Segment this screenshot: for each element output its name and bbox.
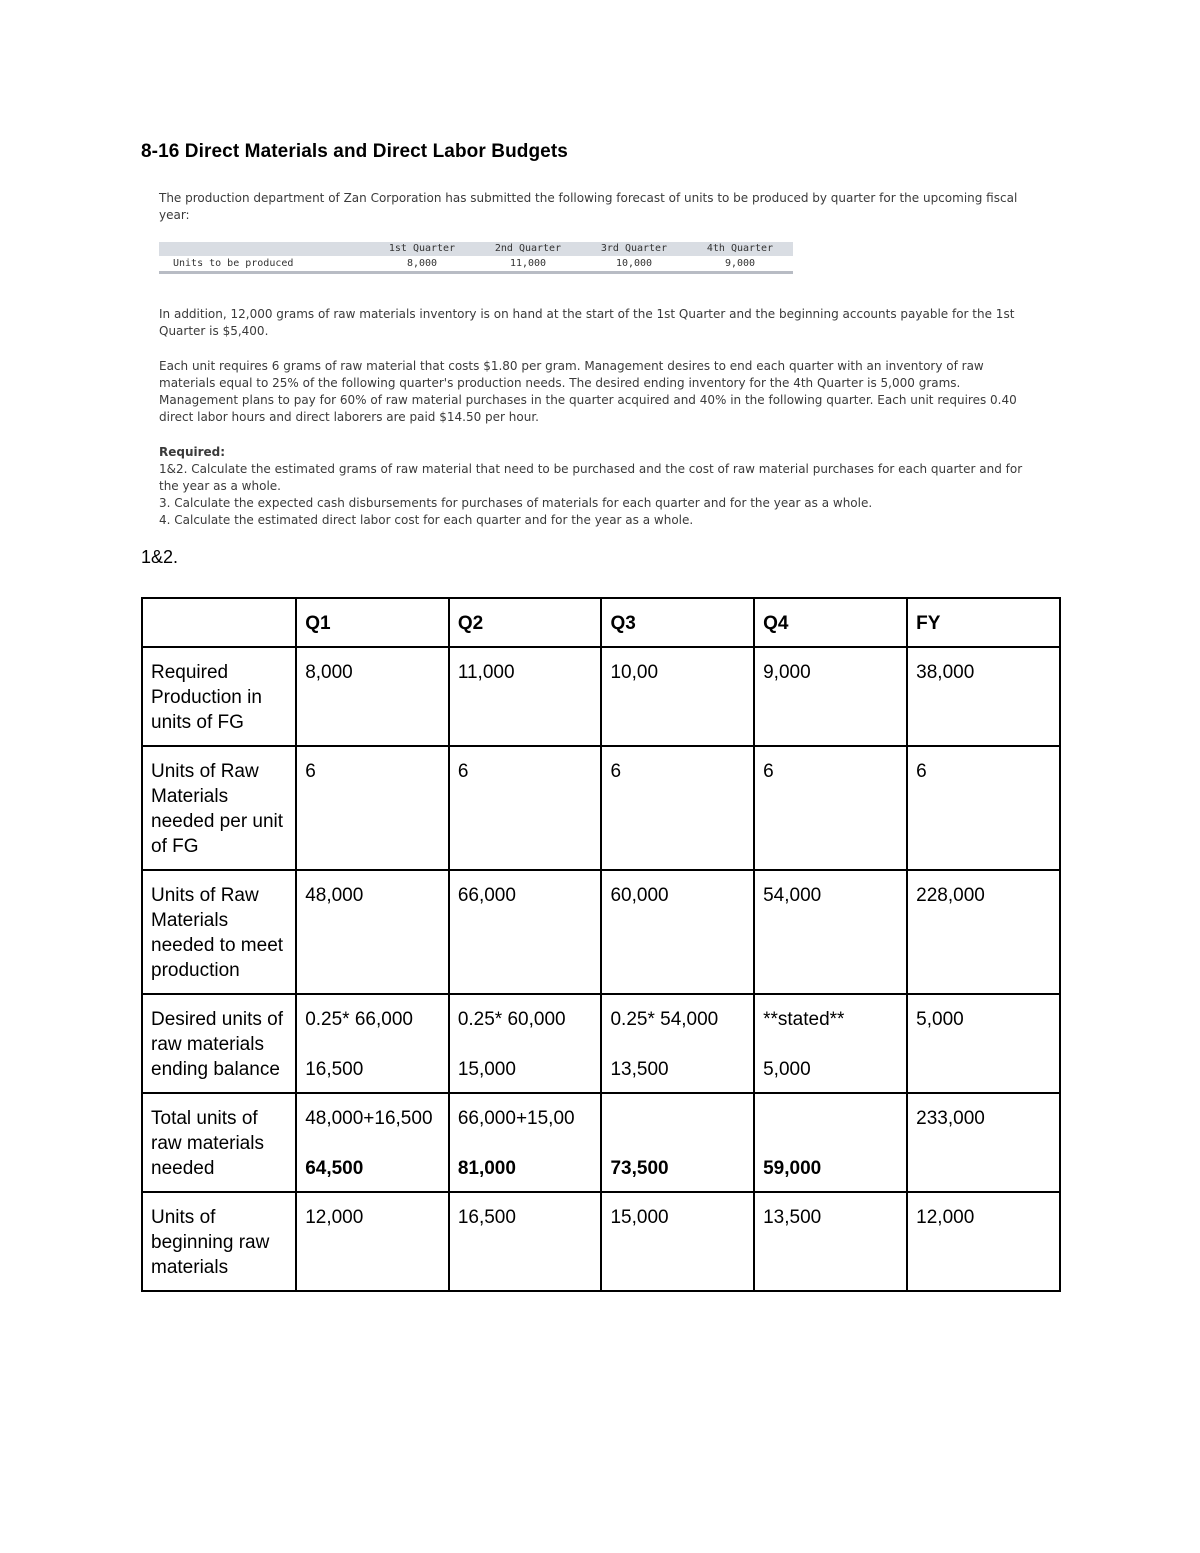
value-q3: 13,500 (610, 1059, 669, 1080)
cell-q3: 60,000 (601, 870, 754, 994)
cell-fy: 6 (907, 746, 1060, 870)
row-label-desired-ending: Desired units of raw materials ending balance (142, 994, 296, 1093)
cell-q4: 54,000 (754, 870, 907, 994)
cell-fy: 233,000 (907, 1093, 1060, 1192)
value-q2: 81,000 (457, 1158, 516, 1179)
required-item-3: 4. Calculate the estimated direct labor cost for each quarter and for the year as a whole. (159, 513, 694, 527)
table-row (142, 994, 1060, 1093)
forecast-header-q2: 2nd Quarter (475, 242, 581, 256)
table-row (142, 1093, 1060, 1192)
cell-q1: 6 (296, 746, 449, 870)
paragraph-requirements (159, 358, 1039, 426)
forecast-header-q4: 4th Quarter (687, 242, 793, 256)
forecast-header-q3: 3rd Quarter (581, 242, 687, 256)
section-label: 1&2. (141, 547, 179, 567)
intro-text: The production department of Zan Corporation has submitted the following forecast of units to be produced by quarter for the upcoming fiscal year: (159, 191, 1018, 222)
problem-intro (159, 190, 1039, 224)
budget-header-fy: FY (907, 598, 1060, 647)
forecast-value-q2: 11,000 (475, 256, 581, 273)
budget-header-row (142, 598, 1060, 647)
cell-q4 (754, 1093, 907, 1192)
value-q3: 73,500 (610, 1158, 669, 1179)
cell-q2 (449, 1093, 602, 1192)
row-label-units-per-fg: Units of Raw Materials needed per unit of FG (142, 746, 296, 870)
row-label-total-needed: Total units of raw materials needed (142, 1093, 296, 1192)
cell-q1 (296, 994, 449, 1093)
cell-q2 (449, 994, 602, 1093)
required-title: Required: (159, 445, 226, 459)
calc-q4: **stated** (763, 1009, 845, 1030)
paragraph-inventory-text: In addition, 12,000 grams of raw materials inventory is on hand at the start of the 1st Quarter and the beginning accounts payable for the 1st Quarter is $5,400. (159, 307, 1015, 338)
required-item-1: 1&2. Calculate the estimated grams of raw material that need to be purchased and the cost of raw material purchases for each quarter and for the year as a whole. (159, 462, 1023, 493)
calc-q3: 0.25* 54,000 (610, 1009, 719, 1030)
cell-q3: 15,000 (601, 1192, 754, 1291)
materials-budget-table (141, 597, 1061, 1292)
cell-q2: 16,500 (449, 1192, 602, 1291)
value-q1: 64,500 (305, 1158, 364, 1179)
cell-q3: 10,00 (601, 647, 754, 746)
required-section (159, 444, 1039, 529)
forecast-value-q1: 8,000 (369, 256, 475, 273)
budget-header-blank (142, 598, 296, 647)
budget-header-q3: Q3 (601, 598, 754, 647)
value-q2: 15,000 (457, 1059, 516, 1080)
paragraph-inventory (159, 306, 1039, 340)
cell-q3: 6 (601, 746, 754, 870)
row-label-units-needed-production: Units of Raw Materials needed to meet production (142, 870, 296, 994)
budget-header-q4: Q4 (754, 598, 907, 647)
calc-q1: 48,000+16,500 (305, 1108, 433, 1129)
cell-q1: 12,000 (296, 1192, 449, 1291)
cell-fy: 12,000 (907, 1192, 1060, 1291)
forecast-header-row (159, 242, 793, 256)
row-label-required-production: Required Production in units of FG (142, 647, 296, 746)
cell-fy: 38,000 (907, 647, 1060, 746)
page-title: 8-16 Direct Materials and Direct Labor Budgets (141, 141, 568, 162)
cell-q4: 9,000 (754, 647, 907, 746)
value-q4: 59,000 (763, 1158, 822, 1179)
cell-fy: 5,000 (907, 994, 1060, 1093)
forecast-value-q3: 10,000 (581, 256, 687, 273)
cell-q2: 6 (449, 746, 602, 870)
cell-q3 (601, 994, 754, 1093)
calc-q1: 0.25* 66,000 (305, 1009, 413, 1030)
cell-q4: 13,500 (754, 1192, 907, 1291)
row-label-beginning-raw: Units of beginning raw materials (142, 1192, 296, 1291)
forecast-table (159, 242, 793, 274)
budget-header-q1: Q1 (296, 598, 449, 647)
table-row (142, 870, 1060, 994)
calc-q2: 66,000+15,00 (457, 1108, 575, 1129)
table-row (142, 647, 1060, 746)
value-q1: 16,500 (305, 1059, 364, 1080)
forecast-row-label: Units to be produced (159, 256, 369, 273)
paragraph-requirements-text: Each unit requires 6 grams of raw material that costs $1.80 per gram. Management desires to end each quarter with an inventory of raw materials equal to 25% of the following quarter's production needs. The desired ending inventory for the 4th Quarter is 5,000 grams. Management plans to pay for 60% of raw material purchases in the quarter acquired and 40% in the following quarter. Each unit requires 0.40 direct labor hours and direct laborers are paid $14.50 per hour. (159, 359, 1017, 424)
cell-q2: 11,000 (449, 647, 602, 746)
forecast-row (159, 256, 793, 273)
cell-q1 (296, 1093, 449, 1192)
cell-q4: 6 (754, 746, 907, 870)
cell-q1: 48,000 (296, 870, 449, 994)
forecast-header-blank (159, 242, 369, 256)
forecast-value-q4: 9,000 (687, 256, 793, 273)
cell-q1: 8,000 (296, 647, 449, 746)
table-row (142, 1192, 1060, 1291)
value-q4: 5,000 (763, 1059, 811, 1080)
budget-header-q2: Q2 (449, 598, 602, 647)
table-row (142, 746, 1060, 870)
cell-q3 (601, 1093, 754, 1192)
forecast-header-q1: 1st Quarter (369, 242, 475, 256)
cell-q4 (754, 994, 907, 1093)
required-item-2: 3. Calculate the expected cash disbursements for purchases of materials for each quarter and for the year as a whole. (159, 496, 873, 510)
cell-q2: 66,000 (449, 870, 602, 994)
calc-q2: 0.25* 60,000 (457, 1009, 566, 1030)
cell-fy: 228,000 (907, 870, 1060, 994)
